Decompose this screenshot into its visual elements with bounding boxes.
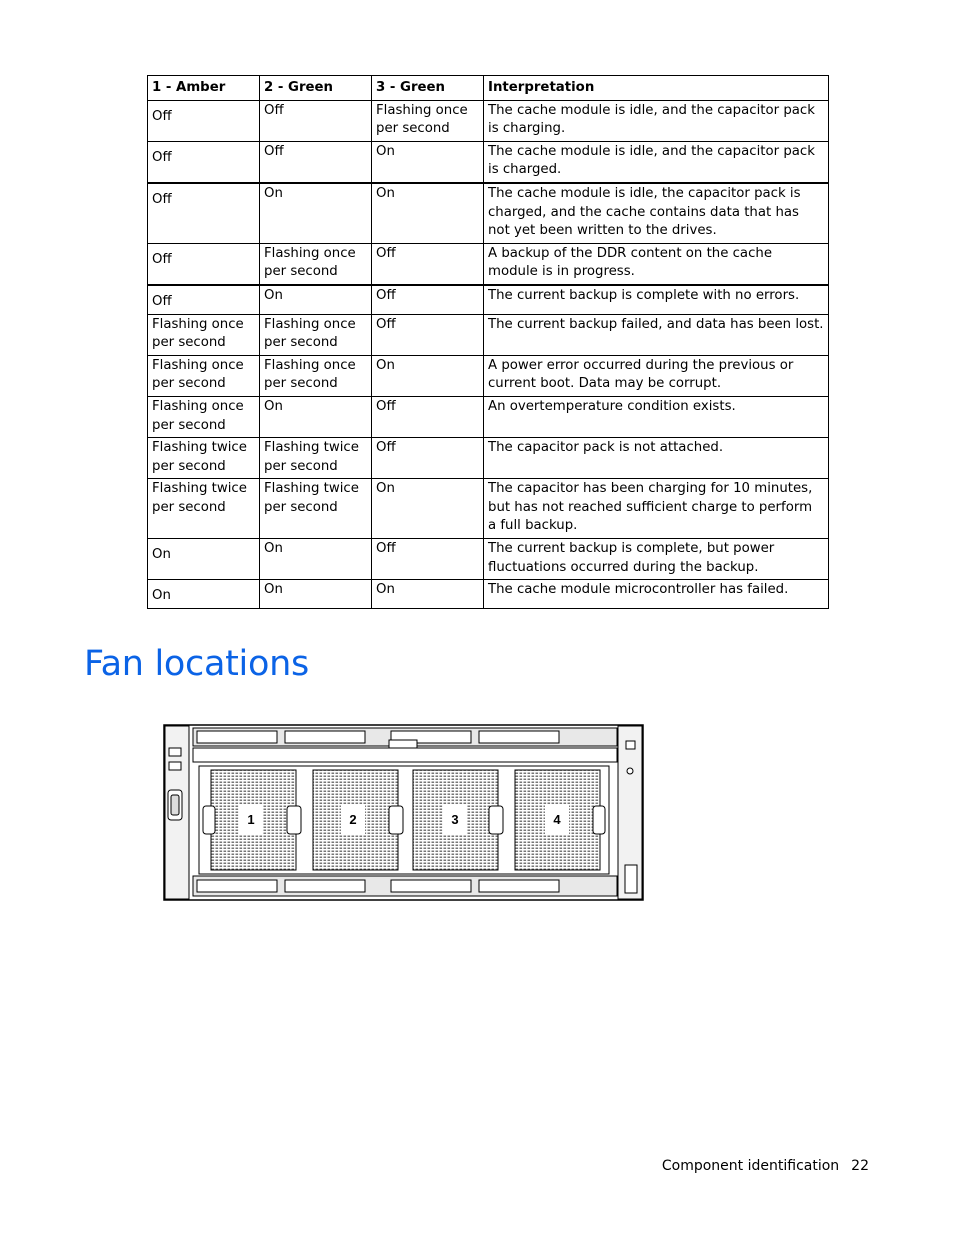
footer-section-label: Component identification [661, 1158, 840, 1174]
cell-led-3: Off [372, 438, 484, 479]
cell-interpretation: An overtemperature condition exists. [484, 396, 829, 437]
cell-led-1: Flashing once per second [148, 314, 260, 355]
table-row [148, 479, 829, 539]
table-row [148, 285, 829, 314]
left-rack-ear [165, 726, 189, 899]
fan-locations-diagram [163, 724, 644, 901]
fan-label-3: 3 [451, 812, 459, 827]
header-green-2: 2 - Green [260, 76, 372, 101]
section-title: Fan locations [84, 644, 309, 684]
table-row [148, 396, 829, 437]
cell-led-3: Off [372, 285, 484, 314]
led-status-table [147, 75, 829, 609]
cell-led-3: Off [372, 396, 484, 437]
cell-led-3: On [372, 479, 484, 539]
table-row [148, 438, 829, 479]
cell-led-1: Off [148, 141, 260, 183]
cell-led-3: On [372, 355, 484, 396]
cell-interpretation: The capacitor has been charging for 10 minutes, but has not reached sufficient charge to perform a full backup. [484, 479, 829, 539]
top-drive-row [193, 728, 617, 748]
table-row [148, 100, 829, 141]
cell-led-3: Off [372, 539, 484, 580]
cell-led-2: Off [260, 100, 372, 141]
page-number: 22 [851, 1158, 869, 1174]
cell-led-2: Flashing once per second [260, 355, 372, 396]
header-amber: 1 - Amber [148, 76, 260, 101]
cell-led-1: Flashing once per second [148, 355, 260, 396]
cell-led-2: Flashing twice per second [260, 479, 372, 539]
cell-interpretation: The cache module is idle, and the capacitor pack is charged. [484, 141, 829, 183]
cell-interpretation: The cache module is idle, and the capacitor pack is charging. [484, 100, 829, 141]
cell-led-3: Off [372, 243, 484, 285]
table-row [148, 243, 829, 285]
cell-interpretation: A power error occurred during the previous or current boot. Data may be corrupt. [484, 355, 829, 396]
cell-interpretation: The cache module is idle, the capacitor pack is charged, and the cache contains data that has not yet been written to the drives. [484, 183, 829, 243]
cell-led-3: On [372, 141, 484, 183]
cell-led-1: Flashing twice per second [148, 479, 260, 539]
table-row [148, 314, 829, 355]
cell-interpretation: The cache module microcontroller has failed. [484, 580, 829, 609]
cell-led-3: On [372, 580, 484, 609]
cell-led-1: Off [148, 243, 260, 285]
cell-led-1: On [148, 580, 260, 609]
cell-led-2: Off [260, 141, 372, 183]
cell-led-1: Off [148, 285, 260, 314]
cell-led-2: On [260, 539, 372, 580]
cell-led-1: Off [148, 100, 260, 141]
cell-led-3: Flashing once per second [372, 100, 484, 141]
cell-led-1: Flashing once per second [148, 396, 260, 437]
cell-led-2: Flashing twice per second [260, 438, 372, 479]
page-footer [662, 1158, 869, 1174]
table-row [148, 355, 829, 396]
table-row [148, 183, 829, 243]
fan-bay-area [199, 766, 609, 874]
cell-led-1: Flashing twice per second [148, 438, 260, 479]
table-row [148, 141, 829, 183]
table-row [148, 580, 829, 609]
cell-led-3: Off [372, 314, 484, 355]
cell-interpretation: A backup of the DDR content on the cache module is in progress. [484, 243, 829, 285]
cell-interpretation: The capacitor pack is not attached. [484, 438, 829, 479]
table-header-row [148, 76, 829, 101]
right-rack-ear [618, 726, 642, 899]
cell-led-1: Off [148, 183, 260, 243]
bottom-drive-row [193, 876, 617, 896]
cell-interpretation: The current backup failed, and data has been lost. [484, 314, 829, 355]
cell-led-2: On [260, 580, 372, 609]
cell-led-2: Flashing once per second [260, 243, 372, 285]
cell-led-2: On [260, 183, 372, 243]
header-green-3: 3 - Green [372, 76, 484, 101]
table-row [148, 539, 829, 580]
header-interpretation: Interpretation [484, 76, 829, 101]
fan-label-2: 2 [349, 812, 357, 827]
cell-led-1: On [148, 539, 260, 580]
cell-led-2: On [260, 396, 372, 437]
cell-interpretation: The current backup is complete, but power fluctuations occurred during the backup. [484, 539, 829, 580]
cell-led-2: Flashing once per second [260, 314, 372, 355]
fan-label-1: 1 [247, 812, 255, 827]
cell-interpretation: The current backup is complete with no errors. [484, 285, 829, 314]
cell-led-2: On [260, 285, 372, 314]
fan-label-4: 4 [553, 812, 561, 827]
cell-led-3: On [372, 183, 484, 243]
